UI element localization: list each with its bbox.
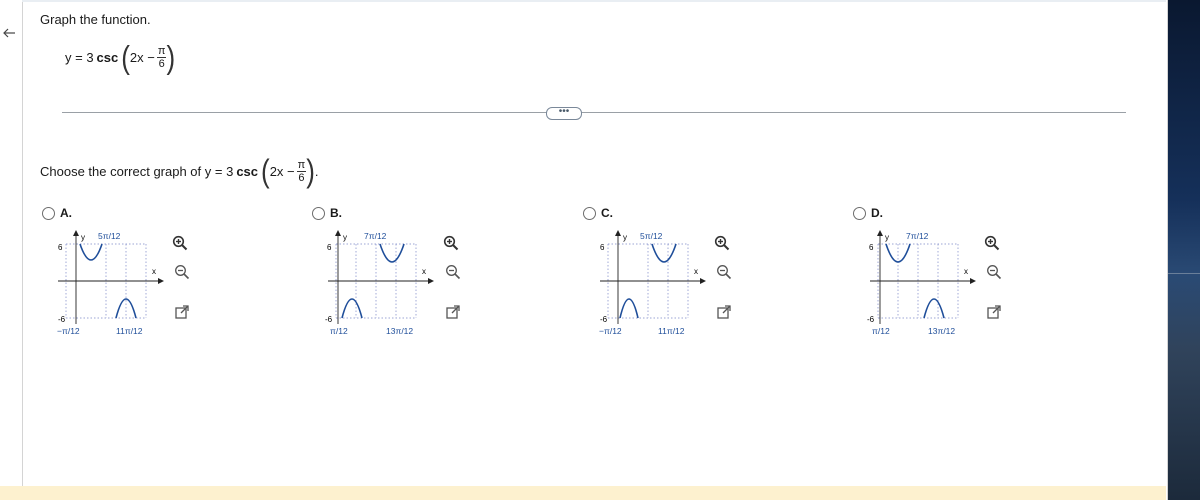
zoom-out-icon[interactable]: [716, 264, 732, 280]
svg-text:y: y: [623, 233, 627, 242]
function-formula: [65, 38, 176, 76]
open-external-icon[interactable]: [445, 304, 461, 320]
graph-d[interactable]: [866, 228, 986, 346]
x-axis-label: x: [152, 267, 156, 276]
svg-text:6: 6: [327, 243, 332, 252]
upper-branch: [80, 244, 102, 260]
svg-text:x: x: [422, 267, 426, 276]
formula-left-paren: (: [121, 38, 130, 76]
svg-text:y: y: [343, 233, 347, 242]
radio-b[interactable]: [312, 207, 325, 220]
choice-a[interactable]: A.: [42, 206, 72, 220]
bottom-accent-bar: [0, 486, 1166, 500]
right-tick-label: 11π/12: [116, 326, 143, 336]
choice-c[interactable]: C.: [583, 206, 613, 220]
y-axis-label: y: [81, 233, 85, 242]
background-photo: [1168, 0, 1200, 500]
open-external-icon[interactable]: [174, 304, 190, 320]
question-fraction: $\frac{\pi}{6}$: [297, 159, 306, 184]
zoom-in-icon[interactable]: [443, 235, 459, 251]
choice-d[interactable]: D.: [853, 206, 883, 220]
back-arrow-icon[interactable]: [2, 26, 16, 40]
question-prefix: Choose the correct graph of y = 3: [40, 164, 234, 179]
svg-text:6: 6: [869, 243, 874, 252]
svg-text:5π/12: 5π/12: [640, 231, 663, 241]
svg-text:13π/12: 13π/12: [386, 326, 414, 336]
svg-text:x: x: [694, 267, 698, 276]
formula-right-paren: ): [166, 38, 176, 76]
svg-text:-6: -6: [867, 315, 875, 324]
radio-c[interactable]: [583, 207, 596, 220]
svg-text:11π/12: 11π/12: [658, 326, 685, 336]
formula-arg: 2x −: [129, 49, 155, 65]
zoom-out-icon[interactable]: [986, 264, 1002, 280]
svg-text:π/12: π/12: [872, 326, 890, 336]
expand-button[interactable]: •••: [546, 107, 582, 120]
svg-text:-6: -6: [325, 315, 333, 324]
formula-fraction: $\frac{\pi}{6}$: [157, 44, 166, 70]
open-external-icon[interactable]: [986, 304, 1002, 320]
svg-text:−π/12: −π/12: [599, 326, 622, 336]
question-arg: 2x −: [269, 164, 295, 179]
left-strip: [0, 0, 22, 500]
zoom-out-icon[interactable]: [174, 264, 190, 280]
formula-lhs: y = 3: [65, 49, 94, 65]
svg-text:-6: -6: [600, 315, 608, 324]
zoom-in-icon[interactable]: [714, 235, 730, 251]
svg-text:π/12: π/12: [330, 326, 348, 336]
instruction-text: Graph the function.: [40, 12, 151, 27]
svg-text:7π/12: 7π/12: [906, 231, 929, 241]
open-external-icon[interactable]: [716, 304, 732, 320]
zoom-out-icon[interactable]: [445, 264, 461, 280]
svg-text:7π/12: 7π/12: [364, 231, 387, 241]
svg-text:x: x: [964, 267, 968, 276]
zoom-in-icon[interactable]: [984, 235, 1000, 251]
graph-c[interactable]: [596, 228, 716, 346]
radio-a[interactable]: [42, 207, 55, 220]
choice-b[interactable]: B.: [312, 206, 342, 220]
formula-func: csc: [96, 49, 119, 65]
top-rule: [22, 0, 1166, 2]
y-top-label: 6: [58, 243, 63, 252]
graph-a[interactable]: [54, 228, 174, 346]
zoom-in-icon[interactable]: [172, 235, 188, 251]
question-func: csc: [236, 164, 259, 179]
graph-b[interactable]: [324, 228, 444, 346]
svg-text:6: 6: [600, 243, 605, 252]
question-text: Choose the correct graph of y = 3 csc ( 2x − $\frac{\pi}{6}$ ) .: [40, 152, 319, 190]
radio-d[interactable]: [853, 207, 866, 220]
top-tick-label: 5π/12: [98, 231, 121, 241]
section-divider: [62, 112, 1126, 113]
svg-text:y: y: [885, 233, 889, 242]
y-bottom-label: -6: [58, 315, 66, 324]
left-tick-label: −π/12: [57, 326, 80, 336]
svg-text:13π/12: 13π/12: [928, 326, 956, 336]
